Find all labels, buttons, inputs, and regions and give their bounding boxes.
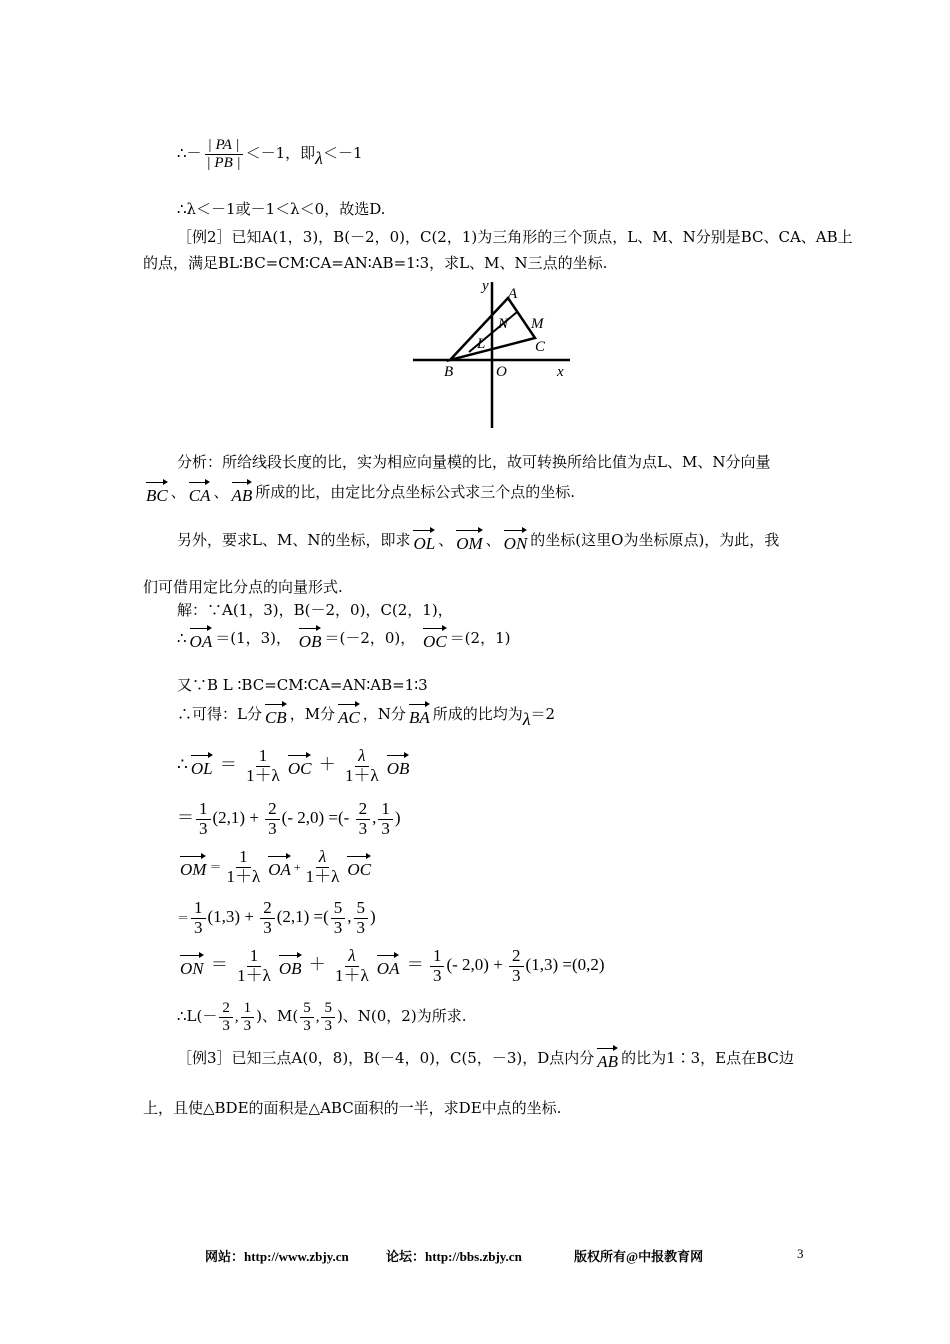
den: 1＋λ (226, 866, 261, 886)
frac-denominator: | PB | (206, 154, 241, 171)
plus: + (244, 907, 254, 927)
term: (1,3) (207, 907, 241, 927)
vector-on: ON (504, 528, 528, 554)
ratio-value: ＝2 (530, 705, 556, 724)
plus: + (249, 808, 259, 828)
therefore-minus: ∴－ (177, 144, 202, 162)
num: 5 (321, 1000, 335, 1018)
den: 3 (512, 965, 521, 985)
num: 1 (378, 800, 393, 820)
den: 3 (358, 818, 368, 838)
therefore: ∴ (177, 755, 188, 775)
fraction (303, 848, 343, 886)
fraction (430, 947, 445, 985)
fraction (331, 899, 346, 937)
num: λ (355, 747, 368, 767)
plus: + (493, 955, 503, 975)
den: 1＋λ (305, 866, 340, 886)
triangle-figure (410, 276, 575, 431)
ex3-tail: 的比为1∶3，E点在BC边 (621, 1049, 794, 1068)
term: (1,3) (525, 955, 559, 975)
fraction (241, 1000, 255, 1034)
eq: ＝ (177, 911, 190, 926)
num: 2 (509, 947, 524, 967)
oa-value: ＝(1，3)， (215, 629, 292, 648)
fraction (260, 899, 275, 937)
num: 1 (236, 848, 251, 868)
den: 1＋λ (237, 965, 271, 985)
label-y: y (482, 278, 489, 294)
footer-website: 网站：http://www.zbjy.cn (205, 1249, 349, 1264)
fraction (332, 947, 372, 985)
vector-ba: BA (409, 702, 430, 728)
term: (2,1) (212, 808, 246, 828)
vector-cb: CB (265, 702, 287, 728)
vector-ob: OB (387, 753, 410, 779)
num: 5 (354, 899, 369, 919)
close: ) (370, 907, 376, 927)
example3-line2: 上，且使△BDE的面积是△ABC面积的一半，求DE中点的坐标. (143, 1099, 562, 1117)
num: 2 (356, 800, 371, 820)
fraction (234, 947, 274, 985)
den: 3 (324, 1017, 332, 1034)
den: 3 (243, 1017, 252, 1034)
den: 3 (303, 1017, 311, 1034)
num: 2 (265, 800, 280, 820)
den: 1＋λ (344, 765, 379, 785)
example2-line1: ［例2］已知A(1，3)，B(－2，0)，C(2，1)为三角形的三个顶点，L、M、N分别是BC、CA、AB上 (177, 228, 853, 246)
eq: ＝ (209, 860, 222, 875)
fraction (342, 747, 382, 785)
label-n: N (498, 316, 509, 332)
num: 2 (219, 1000, 233, 1018)
analysis-line2 (143, 480, 575, 506)
formula-om (177, 848, 374, 886)
l-part: ∴可得：L分 (177, 705, 262, 724)
analysis-tail: 所成的比，由定比分点坐标公式求三个点的坐标. (255, 483, 576, 502)
vector-oa: OA (190, 626, 213, 652)
fraction (196, 800, 211, 838)
sep: 、 (485, 531, 501, 550)
num: 1 (430, 947, 445, 967)
fraction (378, 800, 393, 838)
den: 3 (199, 818, 208, 838)
fraction-pa-pb (204, 137, 244, 171)
vector-on: ON (180, 953, 204, 979)
fraction (300, 1000, 314, 1034)
ex3-head: ［例3］已知三点A(0，8)，B(－4，0)，C(5，－3)，D点内分 (177, 1049, 595, 1068)
other-tail: 的坐标(这里O为坐标原点)，为此，我 (530, 531, 780, 550)
eq: ＝ (210, 955, 228, 975)
fraction (243, 747, 283, 785)
close: ) (394, 808, 401, 828)
term: =( (313, 907, 329, 927)
label-l: L (477, 336, 486, 352)
fraction (356, 800, 371, 838)
n-part: ，N分 (362, 705, 406, 724)
plus: + (293, 860, 301, 875)
lambda-symbol: λ (522, 709, 531, 730)
label-a: A (508, 286, 518, 302)
fraction (354, 899, 369, 937)
num: 2 (260, 899, 275, 919)
num: 1 (191, 899, 206, 919)
num: 5 (331, 899, 346, 919)
num: 1 (196, 800, 211, 820)
den: 3 (333, 917, 343, 937)
vector-om: OM (456, 528, 482, 554)
ob-value: ＝(－2，0)， (324, 629, 416, 648)
den: 3 (268, 818, 277, 838)
answer-n: )、N(0，2)为所求. (336, 1007, 467, 1025)
den: 3 (381, 818, 390, 838)
fraction (321, 1000, 335, 1034)
term: (- 2,0) (281, 808, 325, 828)
label-c: C (535, 339, 546, 355)
m-part: ，M分 (289, 705, 336, 724)
comma: , (234, 1009, 239, 1025)
therefore: ∴ (177, 629, 187, 648)
den: 3 (263, 917, 272, 937)
footer-copyright: 版权所有@中报教育网 (574, 1249, 704, 1264)
vector-ab: AB (232, 480, 253, 506)
other-head: 另外，要求L、M、N的坐标，即求 (177, 531, 411, 550)
num: 5 (300, 1000, 314, 1018)
solution-line3: 又∵B L ∶BC=CM∶CA=AN∶AB=1∶3 (177, 676, 428, 694)
label-b: B (444, 364, 454, 380)
vector-ca: CA (189, 480, 211, 506)
example3-line1 (177, 1046, 794, 1072)
formula-on (177, 947, 605, 985)
term: (2,1) (276, 907, 310, 927)
formula-om-value (177, 899, 376, 937)
den: 3 (194, 917, 203, 937)
den: 3 (356, 917, 366, 937)
eq: ＝ (406, 955, 424, 975)
comma: , (315, 1009, 320, 1025)
num: λ (316, 848, 329, 868)
fraction (191, 899, 206, 937)
page-number: 3 (797, 1246, 804, 1261)
answer-l: ∴L(－ (177, 1007, 218, 1025)
vector-oc: OC (423, 626, 447, 652)
vector-ol: OL (413, 528, 435, 554)
sep: 、 (170, 483, 186, 502)
ratio-text: 所成的比均为 (432, 705, 523, 724)
eq: ＝ (177, 808, 194, 828)
example2-line2: 的点，满足BL∶BC=CM∶CA=AN∶AB=1∶3，求L、M、N三点的坐标. (143, 254, 608, 272)
term: =(0,2) (562, 955, 605, 975)
line1-mid: ＜－1，即 (245, 144, 316, 162)
vector-bc: BC (146, 480, 168, 506)
answer-line (177, 1000, 466, 1034)
line1-tail: ＜－1 (322, 144, 363, 162)
vector-oa: OA (268, 854, 291, 880)
label-m: M (531, 316, 544, 332)
vector-om: OM (180, 854, 206, 880)
fraction (219, 1000, 233, 1034)
other-line2: 们可借用定比分点的向量形式. (143, 578, 343, 596)
den: 1＋λ (335, 965, 369, 985)
vector-oc: OC (288, 753, 312, 779)
vector-ob: OB (279, 953, 302, 979)
sep: 、 (213, 483, 229, 502)
den: 1＋λ (246, 765, 280, 785)
eq: ＝ (219, 755, 237, 775)
num: λ (345, 947, 358, 967)
solution-line2 (177, 626, 510, 652)
solution-line4 (177, 702, 555, 728)
analysis-line1: 分析：所给线段长度的比，实为相应向量模的比，故可转换所给比值为点L、M、N分向量 (177, 453, 771, 471)
fraction (509, 947, 524, 985)
oc-value: ＝(2，1) (449, 629, 511, 648)
comma: , (372, 808, 377, 828)
footer-forum: 论坛：http://bbs.zbjy.cn (386, 1249, 522, 1264)
vector-ob: OB (299, 626, 322, 652)
solution-line1: 解：∵A(1，3)，B(－2，0)，C(2，1)， (177, 601, 453, 619)
den: 3 (432, 965, 442, 985)
lambda-symbol: λ (315, 148, 323, 168)
comma: , (347, 907, 352, 927)
sep: 、 (438, 531, 454, 550)
plus: ＋ (318, 755, 336, 775)
fraction (223, 848, 263, 886)
num: 1 (247, 947, 262, 967)
answer-m: )、M( (256, 1007, 299, 1025)
fraction (265, 800, 280, 838)
term: (- 2,0) (446, 955, 489, 975)
num: 1 (241, 1000, 255, 1018)
line-2: ∴λ＜－1或－1＜λ＜0，故选D. (177, 200, 386, 218)
vector-oa: OA (377, 953, 400, 979)
line-1 (177, 137, 363, 171)
formula-ol (177, 747, 412, 785)
label-x: x (557, 364, 564, 380)
plus: ＋ (308, 955, 326, 975)
vector-ab: AB (597, 1046, 618, 1072)
other-line1 (177, 528, 779, 554)
frac-numerator: | PA | (205, 137, 243, 155)
vector-oc: OC (347, 854, 371, 880)
den: 3 (222, 1017, 230, 1034)
num: 1 (256, 747, 271, 767)
vector-ac: AC (338, 702, 360, 728)
formula-ol-value (177, 800, 401, 838)
label-o: O (496, 364, 507, 380)
term: =(- (328, 808, 350, 828)
vector-ol: OL (191, 753, 213, 779)
